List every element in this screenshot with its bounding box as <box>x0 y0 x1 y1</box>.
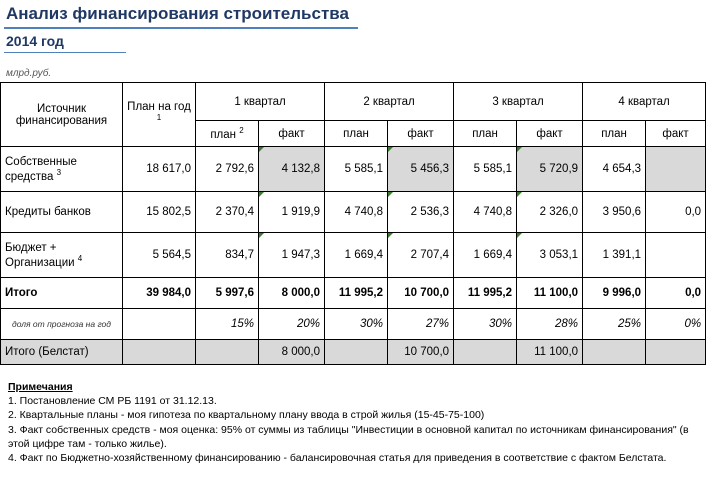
table-cell: 4 740,8 <box>454 192 517 233</box>
subtitle-underline <box>4 52 126 53</box>
header-source: Источник финансирования <box>1 83 123 147</box>
table-cell: 1 669,4 <box>454 233 517 278</box>
header-q4-fact: факт <box>646 121 706 147</box>
table-cell: 11 100,0 <box>517 340 583 365</box>
table-cell: 1 669,4 <box>325 233 388 278</box>
row-label: Итого (Белстат) <box>1 340 123 365</box>
header-plan-year: План на год $^1$ <box>123 83 196 147</box>
table-cell: 10 700,0 <box>388 340 454 365</box>
table-cell: 15% <box>196 309 259 340</box>
page-subtitle: 2014 год <box>6 33 64 49</box>
header-q2: 2 квартал <box>325 83 454 121</box>
notes-section <box>8 380 698 465</box>
table-row <box>1 147 706 192</box>
row-label: Итого <box>1 278 123 309</box>
table-cell: 4 654,3 <box>583 147 646 192</box>
table-cell: 5 585,1 <box>454 147 517 192</box>
table-cell: 25% <box>583 309 646 340</box>
table-cell: 18 617,0 <box>123 147 196 192</box>
table-cell <box>646 233 706 278</box>
table-cell: 11 100,0 <box>517 278 583 309</box>
table-cell: 0,0 <box>646 278 706 309</box>
table-cell: 2 370,4 <box>196 192 259 233</box>
units-label: млрд.руб. <box>6 68 52 79</box>
table-cell: 11 995,2 <box>325 278 388 309</box>
table-cell: 5 585,1 <box>325 147 388 192</box>
table-cell: 20% <box>259 309 325 340</box>
table-cell: 27% <box>388 309 454 340</box>
table-cell: 2 536,3 <box>388 192 454 233</box>
table-cell: 2 707,4 <box>388 233 454 278</box>
row-label: Кредиты банков <box>1 192 123 233</box>
table-cell: 5 720,9 <box>517 147 583 192</box>
table-cell: 4 740,8 <box>325 192 388 233</box>
note-item: 4. Факт по Бюджетно-хозяйственному финансированию - балансировочная статья для приведения в соответствие с фактом Белстата. <box>8 452 667 465</box>
belstat-row <box>1 340 706 365</box>
row-label: Собственные средства $^3$ <box>1 147 123 192</box>
table-cell: 1 919,9 <box>259 192 325 233</box>
table-cell: 2 792,6 <box>196 147 259 192</box>
table-cell: 4 132,8 <box>259 147 325 192</box>
table-cell <box>646 147 706 192</box>
header-q3: 3 квартал <box>454 83 583 121</box>
header-q4-plan: план <box>583 121 646 147</box>
table-cell: 30% <box>454 309 517 340</box>
header-q1-fact: факт <box>259 121 325 147</box>
table-cell <box>196 340 259 365</box>
notes-title: Примечания <box>8 381 73 393</box>
table-cell: 8 000,0 <box>259 278 325 309</box>
total-row <box>1 278 706 309</box>
table-cell <box>646 340 706 365</box>
page-title: Анализ финансирования строительства <box>6 4 349 23</box>
table-cell: 1 947,3 <box>259 233 325 278</box>
table-cell: 2 326,0 <box>517 192 583 233</box>
table-cell <box>325 340 388 365</box>
share-row <box>1 309 706 340</box>
table-cell <box>454 340 517 365</box>
table-cell: 9 996,0 <box>583 278 646 309</box>
table-cell: 8 000,0 <box>259 340 325 365</box>
row-label: Бюджет + Организации $^4$ <box>1 233 123 278</box>
note-item: 1. Постановление СМ РБ 1191 от 31.12.13. <box>8 395 217 408</box>
header-q2-fact: факт <box>388 121 454 147</box>
header-q4: 4 квартал <box>583 83 706 121</box>
note-item: 3. Факт собственных средств - моя оценка: 95% от суммы из таблицы "Инвестиции в основной капитал по источникам финансирования" (в этой цифре там - только жилье). <box>8 423 689 450</box>
financing-table <box>0 82 706 365</box>
table-cell: 39 984,0 <box>123 278 196 309</box>
table-cell: 15 802,5 <box>123 192 196 233</box>
table-cell: 3 053,1 <box>517 233 583 278</box>
table-cell: 1 391,1 <box>583 233 646 278</box>
table-cell <box>123 340 196 365</box>
table-cell: 28% <box>517 309 583 340</box>
table-cell: 5 456,3 <box>388 147 454 192</box>
table-row <box>1 192 706 233</box>
table-row <box>1 233 706 278</box>
table-cell: 5 564,5 <box>123 233 196 278</box>
table-cell: 0% <box>646 309 706 340</box>
table-cell: 0,0 <box>646 192 706 233</box>
title-underline <box>4 27 358 29</box>
row-label: доля от прогноза на год <box>1 309 123 340</box>
table-cell: 5 997,6 <box>196 278 259 309</box>
table-cell: 10 700,0 <box>388 278 454 309</box>
header-q2-plan: план <box>325 121 388 147</box>
table-cell: 11 995,2 <box>454 278 517 309</box>
table-cell: 834,7 <box>196 233 259 278</box>
table-cell <box>123 309 196 340</box>
header-q3-plan: план <box>454 121 517 147</box>
table-cell: 30% <box>325 309 388 340</box>
header-q1: 1 квартал <box>196 83 325 121</box>
table-cell: 3 950,6 <box>583 192 646 233</box>
header-q1-plan: план $^2$ <box>196 121 259 147</box>
table-cell <box>583 340 646 365</box>
header-q3-fact: факт <box>517 121 583 147</box>
note-item: 2. Квартальные планы - моя гипотеза по квартальному плану ввода в строй жилья (15-45-75-100) <box>8 409 485 422</box>
